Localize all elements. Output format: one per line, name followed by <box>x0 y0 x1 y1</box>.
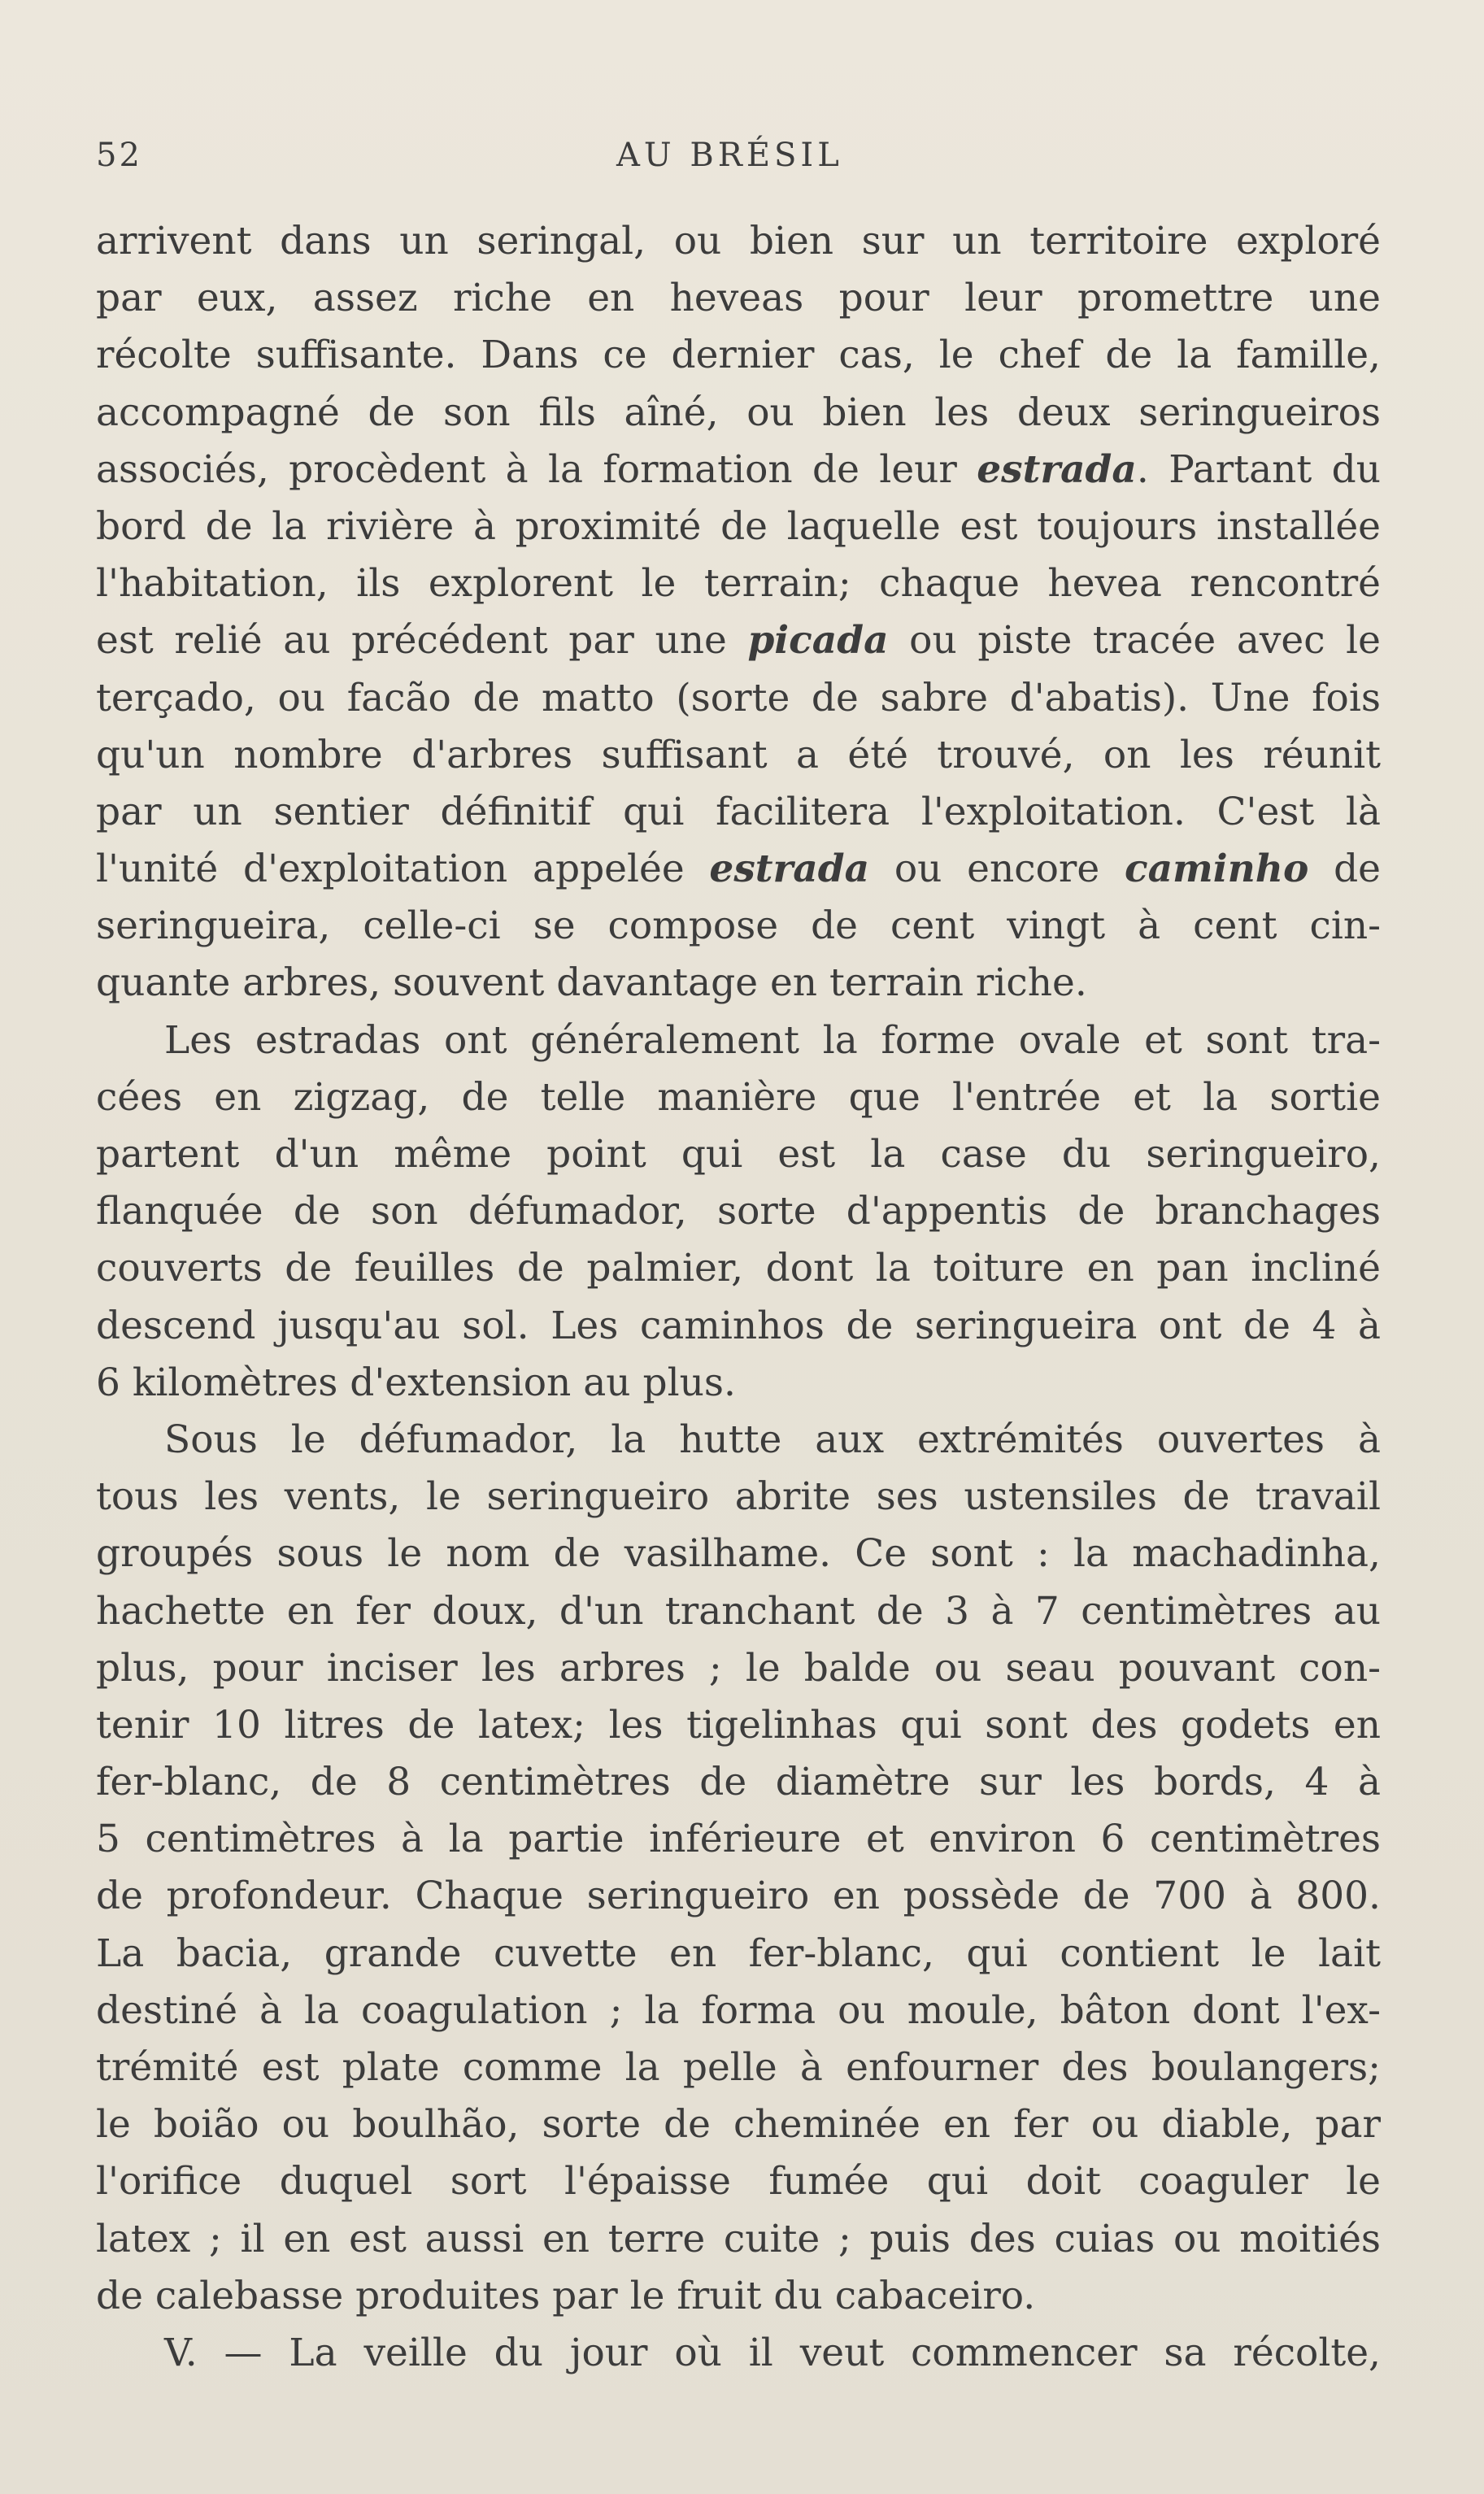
text-line: fer-blanc, de 8 centimètres de diamètre sur les bords, 4 à <box>96 1760 1381 1805</box>
text-segment: ou piste tracée avec le <box>888 618 1381 664</box>
text-segment: est relié au précédent par une <box>96 618 748 664</box>
text-line: latex ; il en est aussi en terre cuite ; puis des cuias ou moitiés <box>96 2216 1381 2261</box>
text-line: par un sentier définitif qui facilitera l'exploitation. C'est là <box>96 789 1381 834</box>
text-line: tous les vents, le seringueiro abrite ses ustensiles de travail <box>96 1474 1381 1520</box>
text-line: 6 kilomètres d'extension au plus. <box>96 1360 736 1405</box>
text-line: qu'un nombre d'arbres suffisant a été trouvé, on les réunit <box>96 732 1381 777</box>
text-line <box>96 442 1381 498</box>
text-line: Les estradas ont généralement la forme ovale et sont tra- <box>164 1017 1381 1063</box>
text-line: partent d'un même point qui est la case du seringueiro, <box>96 1132 1381 1177</box>
text-segment: ou encore <box>869 847 1125 892</box>
running-head: AU BRÉSIL <box>616 137 843 174</box>
text-line: plus, pour inciser les arbres ; le balde ou seau pouvant con- <box>96 1645 1381 1691</box>
italic-term: picada <box>747 618 889 664</box>
text-line: de profondeur. Chaque seringueiro en possède de 700 à 800. <box>96 1874 1381 1919</box>
text-line: cées en zigzag, de telle manière que l'entrée et la sortie <box>96 1074 1381 1120</box>
text-line: descend jusqu'au sol. Les caminhos de seringueira ont de 4 à <box>96 1303 1381 1348</box>
text-line: récolte suffisante. Dans ce dernier cas, le chef de la famille, <box>96 333 1381 378</box>
text-segment: associés, procèdent à la formation de leur <box>96 446 977 492</box>
text-line: quante arbres, souvent davantage en terrain riche. <box>96 960 1087 1006</box>
text-line: le boião ou boulhão, sorte de cheminée en fer ou diable, par <box>96 2102 1381 2148</box>
text-line: Sous le défumador, la hutte aux extrémités ouvertes à <box>164 1417 1381 1462</box>
body-text <box>96 213 1381 2382</box>
text-line: l'orifice duquel sort l'épaisse fumée qui doit coaguler le <box>96 2159 1381 2205</box>
text-line: 5 centimètres à la partie inférieure et environ 6 centimètres <box>96 1817 1381 1862</box>
text-line: destiné à la coagulation ; la forma ou moule, bâton dont l'ex- <box>96 1987 1381 2033</box>
text-line: terçado, ou facão de matto (sorte de sabre d'abatis). Une fois <box>96 675 1381 720</box>
text-line: couverts de feuilles de palmier, dont la toiture en pan incliné <box>96 1246 1381 1291</box>
text-line: V. — La veille du jour où il veut commencer sa récolte, <box>164 2330 1381 2375</box>
text-segment: . Partant du <box>1136 446 1381 492</box>
page-number: 52 <box>96 137 142 174</box>
page-header <box>96 137 1381 185</box>
text-line: trémité est plate comme la pelle à enfourner des boulangers; <box>96 2045 1381 2090</box>
italic-term: estrada <box>709 847 870 892</box>
text-line: par eux, assez riche en heveas pour leur promettre une <box>96 276 1381 321</box>
text-line: bord de la rivière à proximité de laquelle est toujours installée <box>96 503 1381 549</box>
italic-term: caminho <box>1124 847 1309 892</box>
text-segment: l'unité d'exploitation appelée <box>96 847 710 892</box>
text-line: groupés sous le nom de vasilhame. Ce sont : la machadinha, <box>96 1531 1381 1577</box>
text-segment: de <box>1308 847 1381 892</box>
text-line: de calebasse produites par le fruit du cabaceiro. <box>96 2273 1036 2318</box>
text-line: accompagné de son fils aîné, ou bien les deux seringueiros <box>96 390 1381 435</box>
text-line: La bacia, grande cuvette en fer-blanc, qui contient le lait <box>96 1930 1381 1976</box>
text-line <box>96 612 1381 669</box>
text-line <box>96 841 1381 898</box>
italic-term: estrada <box>977 446 1137 492</box>
text-line: flanquée de son défumador, sorte d'appentis de branchages <box>96 1189 1381 1234</box>
text-line: seringueira, celle-ci se compose de cent vingt à cent cin- <box>96 903 1381 949</box>
text-line: arrivent dans un seringal, ou bien sur un territoire exploré <box>96 219 1381 263</box>
text-line: hachette en fer doux, d'un tranchant de 3 à 7 centimètres au <box>96 1588 1381 1634</box>
text-line: l'habitation, ils explorent le terrain; chaque hevea rencontré <box>96 561 1381 607</box>
text-line: tenir 10 litres de latex; les tigelinhas qui sont des godets en <box>96 1702 1381 1748</box>
